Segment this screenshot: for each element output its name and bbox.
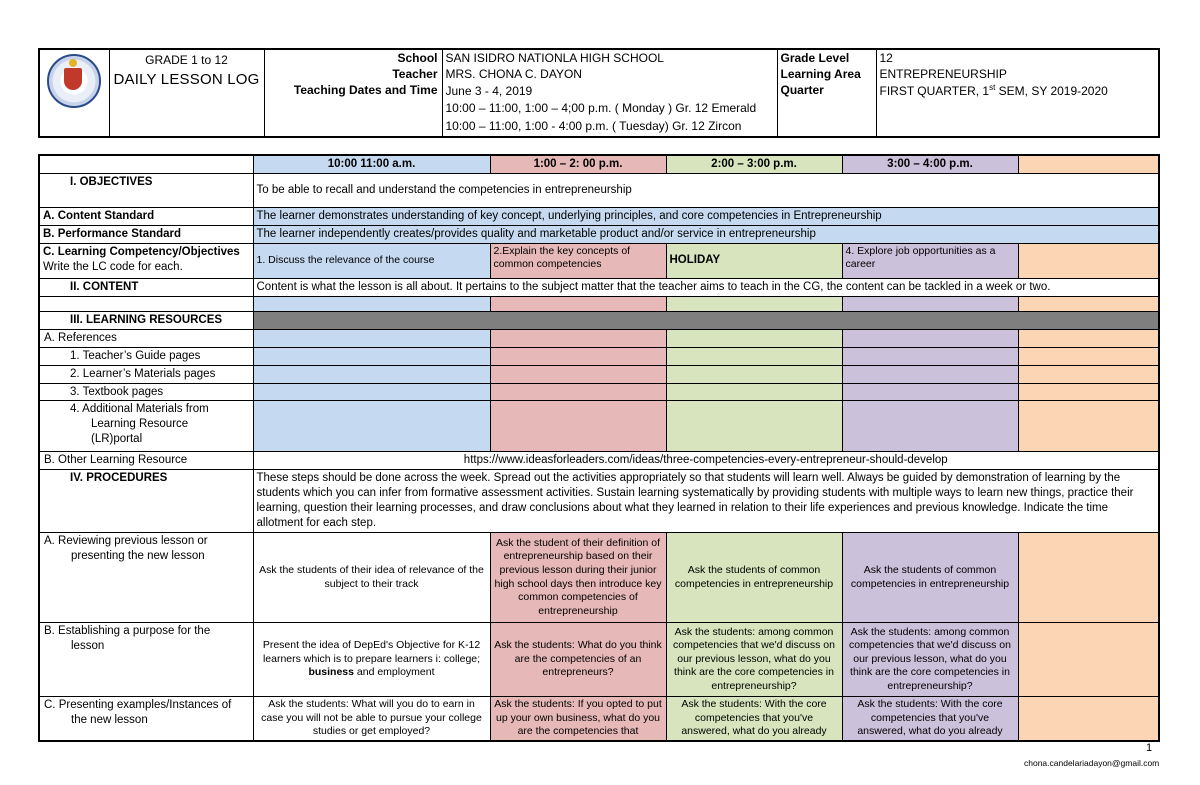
examples-label-1: C. Presenting examples/Instances of (44, 699, 232, 712)
time-header-1: 10:00 11:00 a.m. (253, 155, 490, 173)
competency-sub: Write the LC code for each. (43, 260, 183, 273)
competency-1: 1. Discuss the relevance of the course (253, 243, 490, 278)
quarter-label: Quarter (777, 82, 876, 137)
examples-cell-4: Ask the students: With the core competencies that you've answered, what do you already (842, 697, 1018, 741)
learning-area-label: Learning Area (777, 66, 876, 82)
purpose-label-2: lesson (71, 640, 105, 653)
objectives-text: To be able to recall and understand the competencies in entrepreneurship (253, 173, 1159, 207)
references-label: A. References (39, 329, 253, 347)
additional-materials-line-3: (LR)portal (91, 433, 143, 446)
dates-line-3: 10:00 – 11:00, 1:00 - 4:00 p.m. ( Tuesday) Gr. 12 Zircon (445, 118, 742, 133)
reviewing-cell-4: Ask the students of common competencies in entrepreneurship (842, 533, 1018, 623)
reviewing-label-1: A. Reviewing previous lesson or (44, 535, 208, 548)
competency-4: 4. Explore job opportunities as a career (842, 243, 1018, 278)
examples-cell-1: Ask the students: What will you do to earn in case you will not be able to pursue your college studies or get employed? (253, 697, 490, 741)
learners-materials-label: 2. Learner’s Materials pages (39, 365, 253, 383)
learning-resources-bar (253, 311, 1159, 329)
examples-cell-5 (1018, 697, 1159, 741)
time-header-2: 1:00 – 2: 00 p.m. (490, 155, 666, 173)
performance-standard-label: B. Performance Standard (39, 225, 253, 243)
lesson-log-table (38, 154, 1160, 742)
grade-level-value: 12 (879, 51, 893, 65)
deped-seal-icon (47, 54, 101, 108)
page-title: DAILY LESSON LOG (113, 71, 260, 88)
dates-value (442, 82, 777, 137)
quarter-value: FIRST QUARTER, 1st SEM, SY 2019-2020 (879, 83, 1108, 98)
purpose-cell-1: Present the idea of DepEd's Objective for K-12 learners which is to prepare learners i: college; business and employment (253, 623, 490, 697)
reviewing-cell-2: Ask the student of their definition of entrepreneurship based on their previous lesson during their junior high school days then introduce key common competencies of entrepreneurship (490, 533, 666, 623)
time-header-4: 3:00 – 4:00 p.m. (842, 155, 1018, 173)
additional-materials-cell (39, 401, 253, 452)
title-cell (109, 49, 264, 137)
content-standard-text: The learner demonstrates understanding of key concept, underlying principles, and core competencies in Entrepreneurship (253, 207, 1159, 225)
procedures-label: IV. PROCEDURES (39, 470, 253, 533)
teacher-label: Teacher (264, 66, 442, 82)
examples-label-2: the new lesson (71, 714, 148, 727)
teachers-guide-label: 1. Teacher’s Guide pages (39, 347, 253, 365)
purpose-label-1: B. Establishing a purpose for the (44, 625, 211, 638)
competency-5 (1018, 243, 1159, 278)
examples-cell-3: Ask the students: With the core competencies that you've answered, what do you already (666, 697, 842, 741)
other-resource-label: B. Other Learning Resource (39, 452, 253, 470)
school-value: SAN ISIDRO NATIONLA HIGH SCHOOL (442, 49, 777, 66)
school-label: School (264, 49, 442, 66)
textbook-label: 3. Textbook pages (39, 383, 253, 401)
content-standard-label: A. Content Standard (39, 207, 253, 225)
purpose-cell-4: Ask the students: among common competencies that we'd discuss on our previous lesson, what do you think are the core competencies in entrepreneurship? (842, 623, 1018, 697)
examples-label-cell (39, 697, 253, 741)
competency-2: 2.Explain the key concepts of common competencies (490, 243, 666, 278)
examples-cell-2: Ask the students: If you opted to put up your own business, what do you are the competencies that (490, 697, 666, 741)
competency-3: HOLIDAY (666, 243, 842, 278)
purpose-cell-3: Ask the students: among common competencies that we'd discuss on our previous lesson, what do you think are the core competencies in entrepreneurship? (666, 623, 842, 697)
page-number: 1 (1146, 742, 1153, 754)
teacher-value: MRS. CHONA C. DAYON (442, 66, 777, 82)
grade-level-label: Grade Level (777, 49, 876, 66)
dates-line-2: 10:00 – 11:00, 1:00 – 4;00 p.m. ( Monday ) Gr. 12 Emerald (445, 101, 757, 116)
grade-range: GRADE 1 to 12 (145, 53, 228, 67)
reviewing-label-2: presenting the new lesson (71, 550, 205, 563)
objectives-label: I. OBJECTIVES (39, 173, 253, 207)
learning-resources-label: III. LEARNING RESOURCES (39, 311, 253, 329)
other-resource-link[interactable]: https://www.ideasforleaders.com/ideas/three-competencies-every-entrepreneur-should-develop (253, 452, 1159, 470)
additional-materials-line-2: Learning Resource (91, 418, 189, 431)
reviewing-cell-5 (1018, 533, 1159, 623)
additional-materials-line-1: 4. Additional Materials from (70, 403, 209, 416)
footer-email: chona.candelariadayon@gmail.com (1024, 758, 1160, 768)
content-text: Content is what the lesson is all about. It pertains to the subject matter that the teacher aims to teach in the CG, the content can be tackled in a week or two. (253, 278, 1159, 296)
procedures-text: These steps should be done across the week. Spread out the activities appropriately so that students will learn well. Always be guided by demonstration of learning by the students which you can infer from formative assessment activities. Sustain learning systematically by providing students with multiple ways to learn new things, practice their learning, question their learning processes, and draw conclusions about what they learned in relation to their life experiences and previous knowledge. Indicate the time allotment for each step. (253, 470, 1159, 533)
reviewing-cell-1: Ask the students of their idea of relevance of the subject to their track (253, 533, 490, 623)
purpose-label-cell (39, 623, 253, 697)
corner-cell (39, 155, 253, 173)
purpose-cell-5 (1018, 623, 1159, 697)
performance-standard-text: The learner independently creates/provides quality and marketable product and/or service in entrepreneurship (253, 225, 1159, 243)
competency-label: C. Learning Competency/Objectives (43, 245, 240, 258)
content-label: II. CONTENT (39, 278, 253, 296)
dates-label: Teaching Dates and Time (264, 82, 442, 137)
competency-label-cell (39, 243, 253, 278)
reviewing-cell-3: Ask the students of common competencies in entrepreneurship (666, 533, 842, 623)
logo-cell (39, 49, 109, 137)
header-table (38, 48, 1160, 138)
purpose-cell-2: Ask the students: What do you think are the competencies of an entrepreneurs? (490, 623, 666, 697)
learning-area-value: ENTREPRENEURSHIP (879, 67, 1007, 81)
time-header-5 (1018, 155, 1159, 173)
reviewing-label-cell (39, 533, 253, 623)
time-header-3: 2:00 – 3:00 p.m. (666, 155, 842, 173)
dates-line-1: June 3 - 4, 2019 (445, 84, 533, 98)
